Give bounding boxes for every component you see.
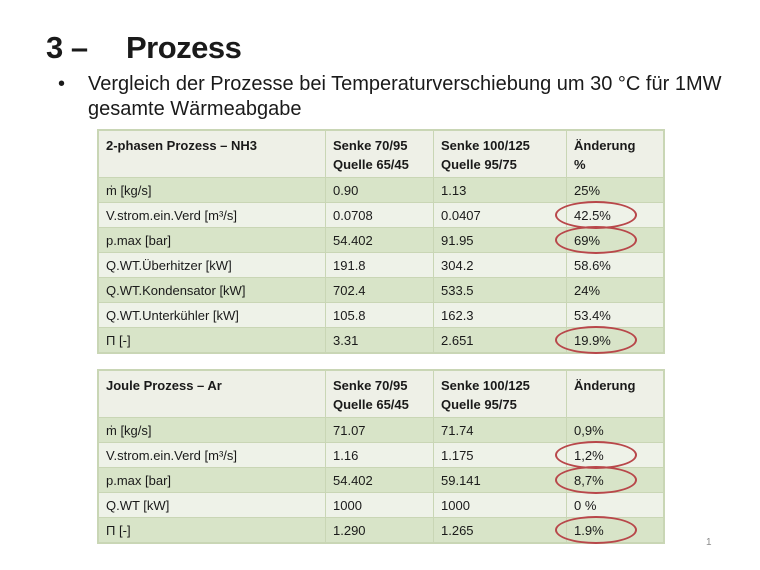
value-cell: 105.8: [326, 303, 434, 328]
change-cell: 42.5%: [567, 203, 664, 228]
row-label: Q.WT.Kondensator [kW]: [99, 278, 326, 303]
value-cell: 1.175: [434, 443, 567, 468]
value-cell: 0.90: [326, 178, 434, 203]
row-label: ṁ [kg/s]: [99, 178, 326, 203]
row-label: Q.WT [kW]: [99, 493, 326, 518]
header-cell: Senke 70/95 Quelle 65/45: [326, 131, 434, 178]
table-header-row: [99, 371, 664, 418]
change-cell: 58.6%: [567, 253, 664, 278]
change-cell: 69%: [567, 228, 664, 253]
row-label: Π [-]: [99, 328, 326, 353]
header-cell: Senke 100/125 Quelle 95/75: [434, 131, 567, 178]
slide-title: [46, 30, 241, 66]
header-cell: 2-phasen Prozess – NH3: [99, 131, 326, 178]
table-row: [99, 418, 664, 443]
bullet-text: Vergleich der Prozesse bei Temperaturverschiebung um 30 °C für 1MW gesamte Wärmeabgabe: [88, 73, 722, 120]
page-number: 1: [706, 537, 712, 548]
change-cell: 25%: [567, 178, 664, 203]
header-cell: Änderung: [567, 371, 664, 418]
value-cell: 1.16: [326, 443, 434, 468]
value-cell: 3.31: [326, 328, 434, 353]
row-label: ṁ [kg/s]: [99, 418, 326, 443]
value-cell: 91.95: [434, 228, 567, 253]
value-cell: 54.402: [326, 228, 434, 253]
value-cell: 1000: [434, 493, 567, 518]
row-label: p.max [bar]: [99, 228, 326, 253]
value-cell: 1.265: [434, 518, 567, 543]
header-cell: Senke 70/95 Quelle 65/45: [326, 371, 434, 418]
value-cell: 1.13: [434, 178, 567, 203]
value-cell: 71.07: [326, 418, 434, 443]
value-cell: 54.402: [326, 468, 434, 493]
change-cell: 19.9%: [567, 328, 664, 353]
row-label: V.strom.ein.Verd [m³/s]: [99, 203, 326, 228]
change-cell: 24%: [567, 278, 664, 303]
value-cell: 162.3: [434, 303, 567, 328]
value-cell: 1000: [326, 493, 434, 518]
row-label: Q.WT.Überhitzer [kW]: [99, 253, 326, 278]
value-cell: 0.0708: [326, 203, 434, 228]
value-cell: 304.2: [434, 253, 567, 278]
table-row: [99, 253, 664, 278]
value-cell: 533.5: [434, 278, 567, 303]
header-cell: Senke 100/125 Quelle 95/75: [434, 371, 567, 418]
highlight-circle: [555, 326, 637, 354]
highlight-circle: [555, 226, 637, 254]
change-cell: 1.9%: [567, 518, 664, 543]
table-header-row: [99, 131, 664, 178]
title-number: 3 –: [46, 30, 88, 65]
value-cell: 191.8: [326, 253, 434, 278]
row-label: V.strom.ein.Verd [m³/s]: [99, 443, 326, 468]
row-label: p.max [bar]: [99, 468, 326, 493]
table-row: [99, 178, 664, 203]
change-cell: 1,2%: [567, 443, 664, 468]
highlight-circle: [555, 466, 637, 494]
change-cell: 53.4%: [567, 303, 664, 328]
change-cell: 8,7%: [567, 468, 664, 493]
row-label: Π [-]: [99, 518, 326, 543]
highlight-circle: [555, 441, 637, 469]
table-row: [99, 493, 664, 518]
value-cell: 59.141: [434, 468, 567, 493]
value-cell: 0.0407: [434, 203, 567, 228]
header-cell: Joule Prozess – Ar: [99, 371, 326, 418]
value-cell: 71.74: [434, 418, 567, 443]
change-cell: 0,9%: [567, 418, 664, 443]
change-cell: 0 %: [567, 493, 664, 518]
table-row: [99, 278, 664, 303]
value-cell: 702.4: [326, 278, 434, 303]
row-label: Q.WT.Unterkühler [kW]: [99, 303, 326, 328]
title-text: Prozess: [126, 30, 242, 65]
value-cell: 1.290: [326, 518, 434, 543]
value-cell: 2.651: [434, 328, 567, 353]
header-cell: Änderung %: [567, 131, 664, 178]
highlight-circle: [555, 516, 637, 544]
highlight-circle: [555, 201, 637, 229]
table-row: [99, 303, 664, 328]
bullet-icon: •: [58, 73, 66, 95]
